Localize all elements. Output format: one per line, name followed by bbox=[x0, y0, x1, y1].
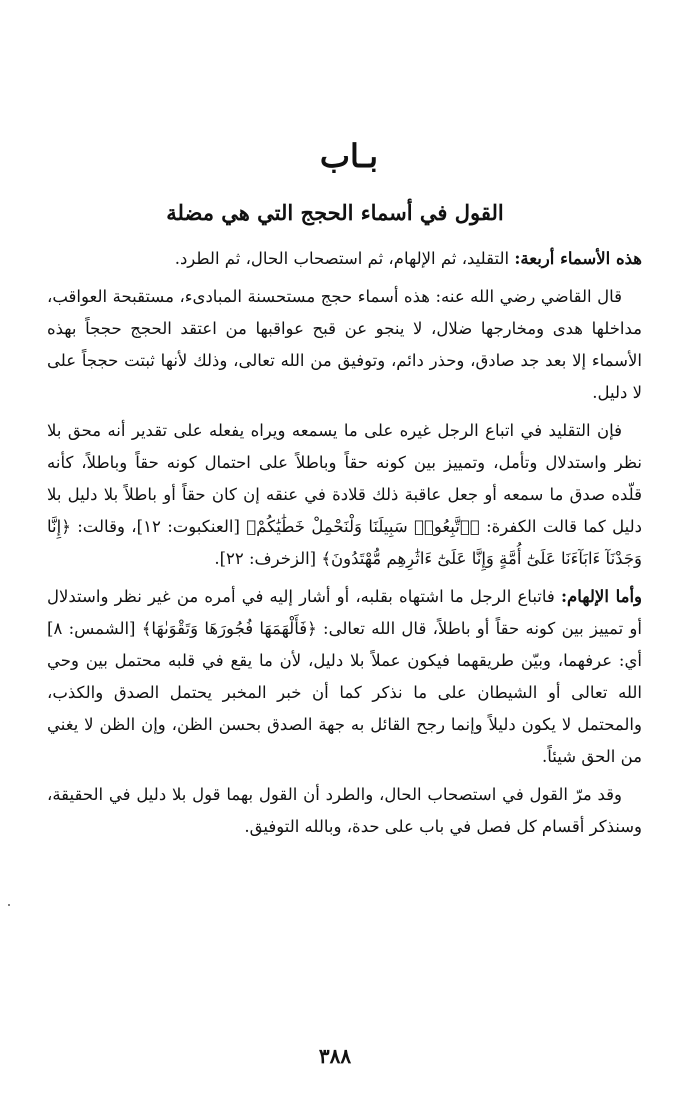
verse-reference: [الزخرف: ٢٢]. bbox=[214, 549, 322, 568]
scan-speck bbox=[8, 904, 10, 906]
paragraph-names-list bbox=[47, 243, 642, 275]
paragraph-text: قال القاضي رضي الله عنه: هذه أسماء حجج مستحسنة المبادىء، مستقبحة العواقب، مداخلها هدى ومخارجها ضلال، لا ينجو عن قبح عواقبها من اعتقد الحجج حججاً بهذه الأسماء إلا بعد جد صادق، وحذر دائم، وتوفيق من الله تعالى، وذلك لأنها ثبتت حججاً على لا دليل. bbox=[47, 287, 642, 402]
verse-reference: [العنكبوت: ١٢]، وقالت: bbox=[70, 517, 247, 536]
quran-verse: ﴿ٱتَّبِعُوا۟ سَبِيلَنَا وَلْنَحْمِلْ خَطَٰيَٰكُمْ﴾ bbox=[246, 517, 480, 536]
page-number: ٣٨٨ bbox=[318, 1044, 352, 1068]
paragraph-text: وقد مرّ القول في استصحاب الحال، والطرد أن القول بهما قول بلا دليل في الحقيقة، وسنذكر أقسام كل فصل في باب على حدة، وبالله التوفيق. bbox=[47, 785, 642, 836]
section-title: القول في أسماء الحجج التي هي مضلة bbox=[166, 200, 504, 225]
body-text bbox=[47, 243, 642, 843]
paragraph-text: فاتباع الرجل ما اشتهاه بقلبه، أو أشار إليه في أمره من غير نظر واستدلال أو تمييز بين كونه حقاً أو باطلاً، قال الله تعالى: bbox=[47, 587, 642, 638]
chapter-heading: بـاب bbox=[319, 137, 379, 175]
paragraph-ilham bbox=[47, 581, 642, 773]
quran-verse: ﴿فَأَلْهَمَهَا فُجُورَهَا وَتَقْوَىٰهَا﴾ bbox=[141, 619, 317, 638]
paragraph-judge-statement bbox=[47, 281, 642, 409]
paragraph-lead: هذه الأسماء أربعة: bbox=[514, 249, 642, 268]
paragraph-text: [الشمس: ٨] أي: عرفهما، وبيّن طريقهما فيكون عملاً بلا دليل، لأن ما يقع في قلبه محتمل بين وحي الله تعالى أو الشيطان على ما نذكر كما أن خبر المخبر يحتمل الصدق والكذب، والمحتمل لا يكون دليلاً وإنما رجح القائل به جهة الصدق بحسن الظن، وإن الظن لا يغني من الحق شيئاً. bbox=[47, 619, 642, 766]
paragraph-text: التقليد، ثم الإلهام، ثم استصحاب الحال، ثم الطرد. bbox=[174, 249, 515, 268]
quran-verse: ﴿إِنَّا وَجَدْنَآ ءَابَآءَنَا عَلَىٰٓ أُمَّةٍ وَإِنَّا عَلَىٰٓ ءَاثَٰرِهِم مُّهْتَدُونَ﴾ bbox=[47, 517, 642, 568]
paragraph-istishab bbox=[47, 779, 642, 843]
paragraph-taqlid bbox=[47, 415, 642, 575]
paragraph-lead: وأما الإلهام: bbox=[560, 587, 643, 606]
paragraph-text: فإن التقليد في اتباع الرجل غيره على ما يسمعه ويراه يفعله على تقدير أنه محق بلا نظر واستدلال وتأمل، وتمييز بين كونه حقاً وباطلاً على احتمال كونه حقاً وباطلاً، كأنه قلّده صدق ما سمعه أو جعل عاقبة ذلك قلادة في عنقه إن كان حقاً أو باطلاً بلا دليل بلا دليل كما قالت الكفرة: bbox=[47, 421, 642, 536]
